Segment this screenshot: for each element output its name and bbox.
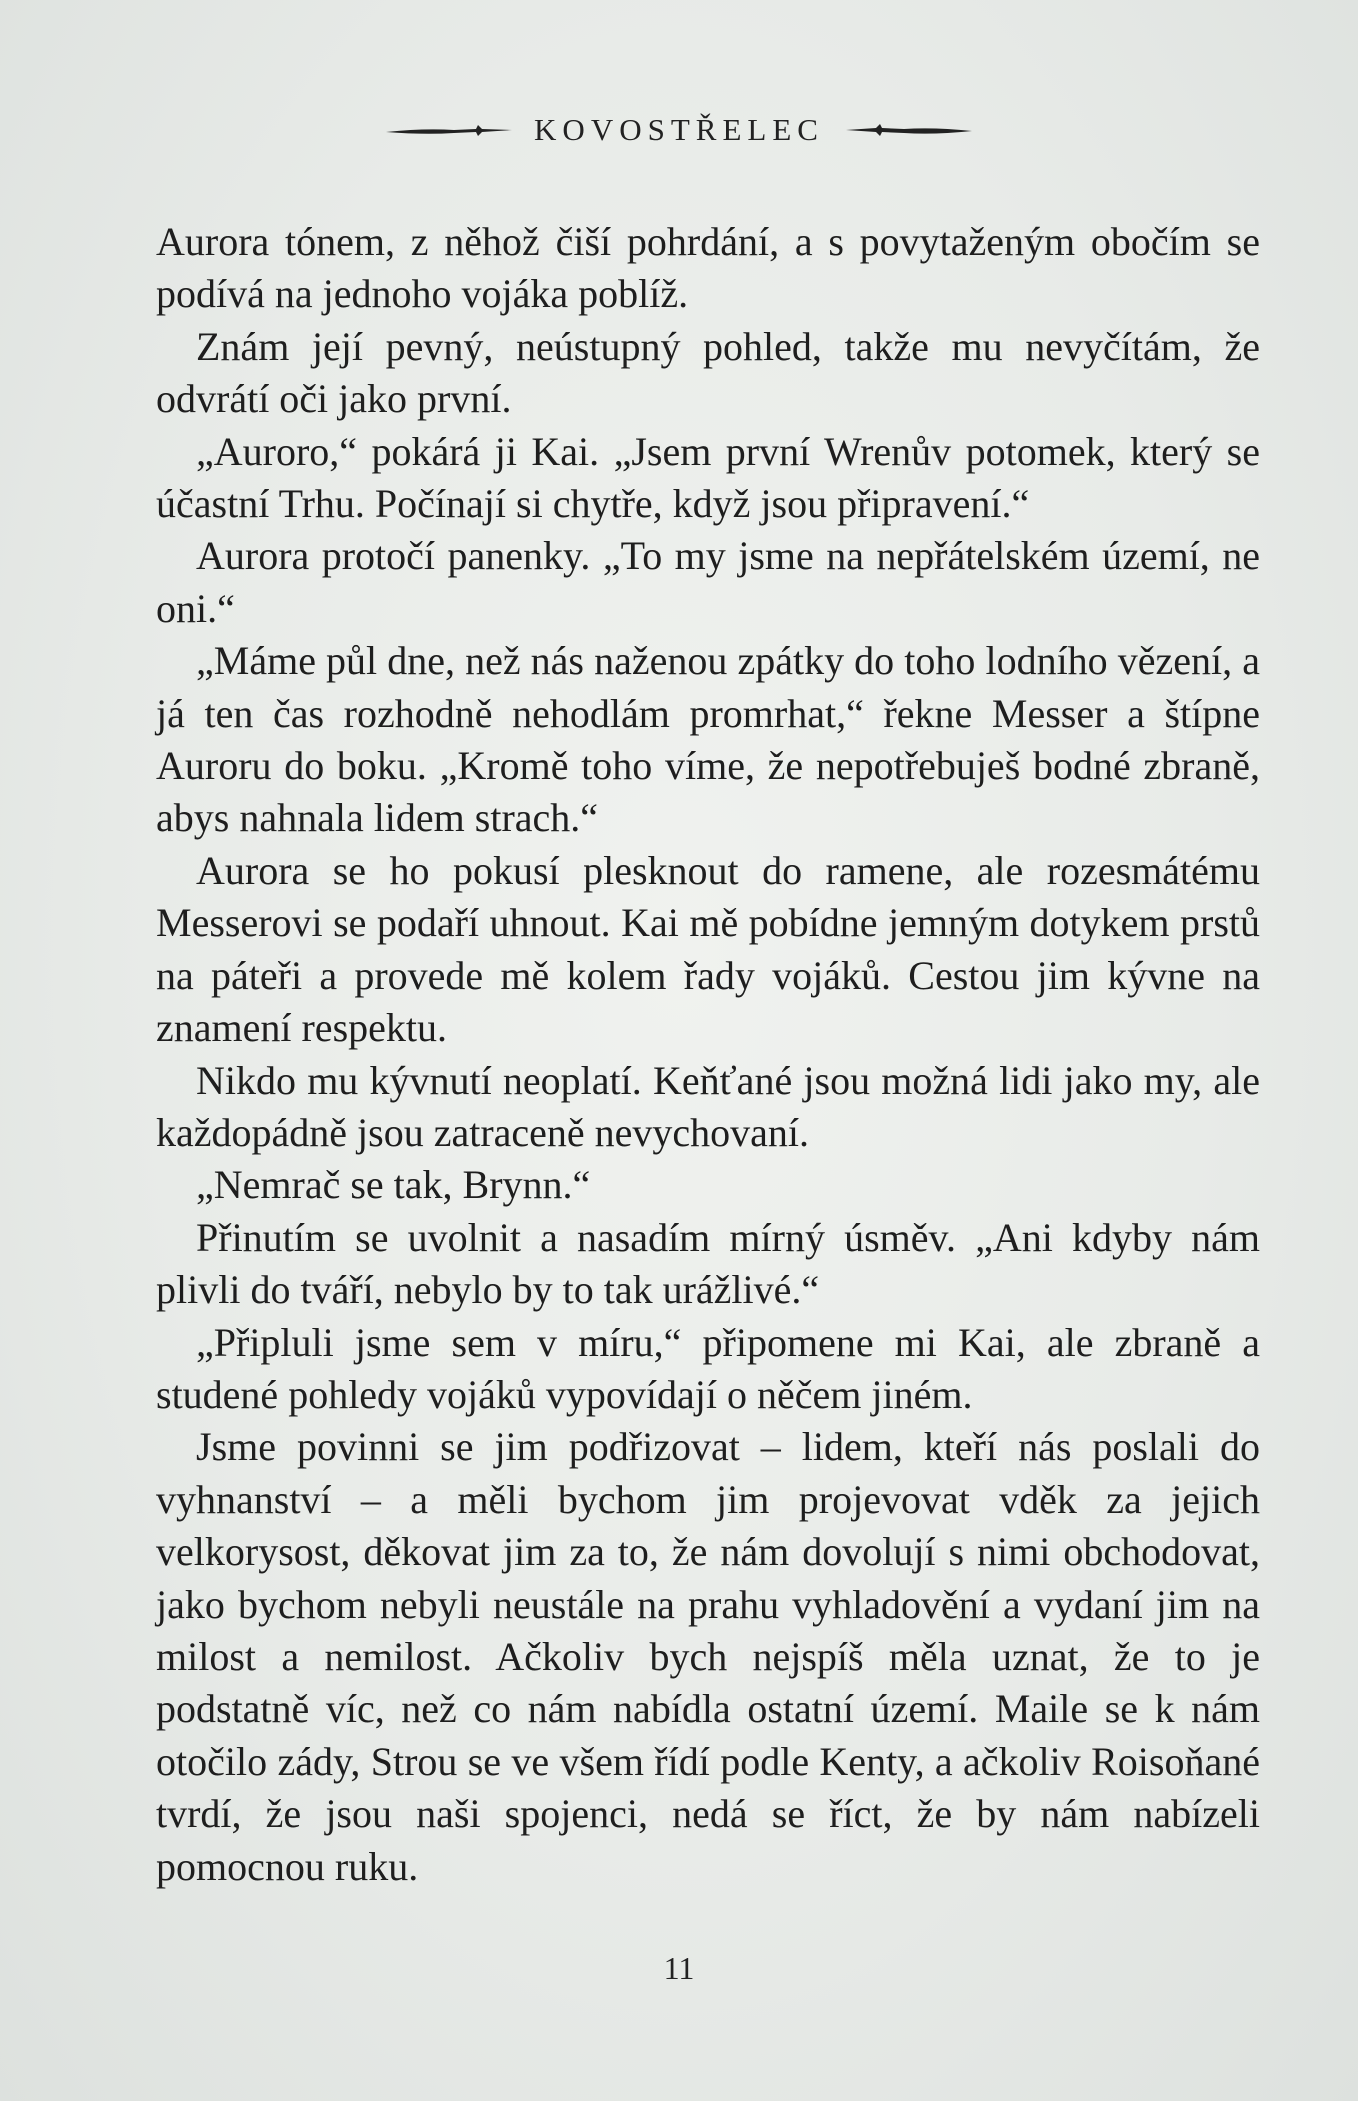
paragraph-11: Jsme povinni se jim podřizovat – lidem, kteří nás poslali do vyhnanství – a měli bychom jim projevovat vděk za jejich velkorysost, děkovat jim za to, že nám dovolují s nimi obchodovat, jako bychom nebyli neustále na prahu vyhladovění a vydaní jim na milost a nemilost. Ačkoliv bych nejspíš měla uznat, že to je podstatně víc, než co nám nabídla ostatní území. Maile se k nám otočilo zády, Strou se ve všem řídí podle Kenty, a ačkoliv Roisoňané tvrdí, že jsou naši spojenci, nedá se říct, že by nám nabízeli pomocnou ruku. [156, 1424, 1260, 1889]
paragraph-8: „Nemrač se tak, Brynn.“ [196, 1162, 591, 1208]
running-header [0, 112, 1358, 148]
right-ornament-icon [844, 122, 974, 138]
paragraph-6: Aurora se ho pokusí plesknout do ramene, ale rozesmátému Messerovi se podaří uhnout. Kai mě pobídne jemným dotykem prstů na páteři a provede mě kolem řady vojáků. Cestou jim kývne na znamení respektu. [156, 847, 1260, 1051]
paragraph-3: „Auroro,“ pokárá ji Kai. „Jsem první Wrenův potomek, který se účastní Trhu. Počínají si chytře, když jsou připravení.“ [156, 428, 1260, 527]
paragraph-5: „Máme půl dne, než nás naženou zpátky do toho lodního vězení, a já ten čas rozhodně nehodlám promrhat,“ řekne Messer a štípne Auroru do boku. „Kromě toho víme, že nepotřebuješ bodné zbraně, abys nahnala lidem strach.“ [156, 638, 1260, 841]
left-ornament-icon [384, 122, 514, 138]
paragraph-1: Aurora tónem, z něhož čiší pohrdání, a s povytaženým obočím se podívá na jednoho vojáka poblíž. [156, 219, 1260, 317]
paragraph-9: Přinutím se uvolnit a nasadím mírný úsměv. „Ani kdyby nám plivli do tváří, nebylo by to tak urážlivé.“ [156, 1214, 1260, 1313]
body-text [156, 216, 1260, 1893]
paragraph-4: Aurora protočí panenky. „To my jsme na nepřátelském území, ne oni.“ [156, 533, 1260, 631]
paragraph-10: „Připluli jsme sem v míru,“ připomene mi Kai, ale zbraně a studené pohledy vojáků vypovídají o něčem jiném. [156, 1319, 1260, 1417]
paragraph-7: Nikdo mu kývnutí neoplatí. Keňťané jsou možná lidi jako my, ale každopádně jsou zatraceně nevychovaní. [156, 1057, 1260, 1155]
paragraph-2: Znám její pevný, neústupný pohled, takže mu nevyčítám, že odvrátí oči jako první. [156, 323, 1260, 422]
page-number: 11 [663, 1950, 695, 1986]
header-title: KOVOSTŘELEC [534, 112, 824, 147]
